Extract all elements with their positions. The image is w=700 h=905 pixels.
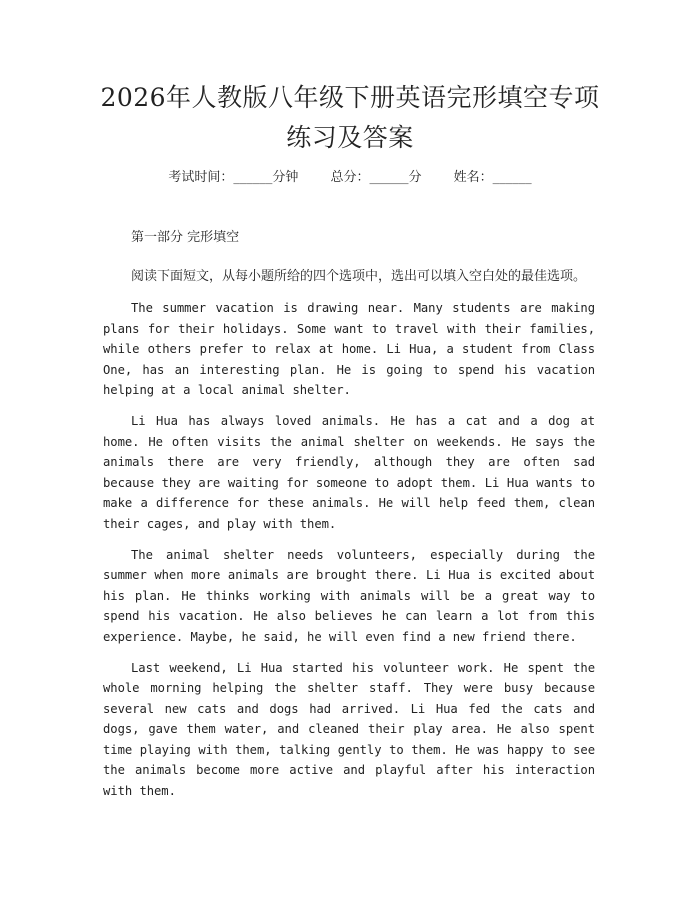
document-title bbox=[80, 78, 620, 158]
title-line-1: 2026年人教版八年级下册英语完形填空专项 bbox=[100, 83, 600, 112]
exam-time-field: 考试时间：______分钟 bbox=[168, 170, 299, 185]
instruction-text: 阅读下面短文，从每小题所给的四个选项中，选出可以填入空白处的最佳选项。 bbox=[131, 269, 587, 284]
total-score-field: 总分：______分 bbox=[330, 170, 422, 185]
passage-paragraph-4: Last weekend, Li Hua started his volunteer work. He spent the whole morning helping the shelter staff. They were busy because several new cats and dogs had arrived. Li Hua fed the cats and dogs, gave them water, and cleaned their play area. He also spent time playing with them, talking gently to them. He was happy to see the animals become more active and playful after his interaction with them. bbox=[103, 660, 595, 799]
exam-meta bbox=[0, 168, 700, 188]
student-name-field: 姓名：______ bbox=[453, 170, 532, 185]
document-body bbox=[103, 228, 595, 802]
passage-paragraph-1: The summer vacation is drawing near. Many students are making plans for their holidays. Some want to travel with their families, while others prefer to relax at home. Li Hua, a student from Class One, has an interesting plan. He is going to spend his vacation helping at a local animal shelter. bbox=[103, 301, 595, 398]
passage-paragraph-2: Li Hua has always loved animals. He has a cat and a dog at home. He often visits the animal shelter on weekends. He says the animals there are very friendly, although they are often sad because they are waiting for someone to adopt them. Li Hua wants to make a difference for these animals. He will help feed them, clean their cages, and play with them. bbox=[103, 413, 595, 531]
passage-paragraph-3: The animal shelter needs volunteers, especially during the summer when more animals are brought there. Li Hua is excited about his plan. He thinks working with animals will be a great way to spend his vacation. He also believes he can learn a lot from this experience. Maybe, he said, he will even find a new friend there. bbox=[103, 547, 595, 644]
section-heading: 第一部分 完形填空 bbox=[131, 230, 240, 245]
title-line-2: 练习及答案 bbox=[286, 123, 414, 152]
